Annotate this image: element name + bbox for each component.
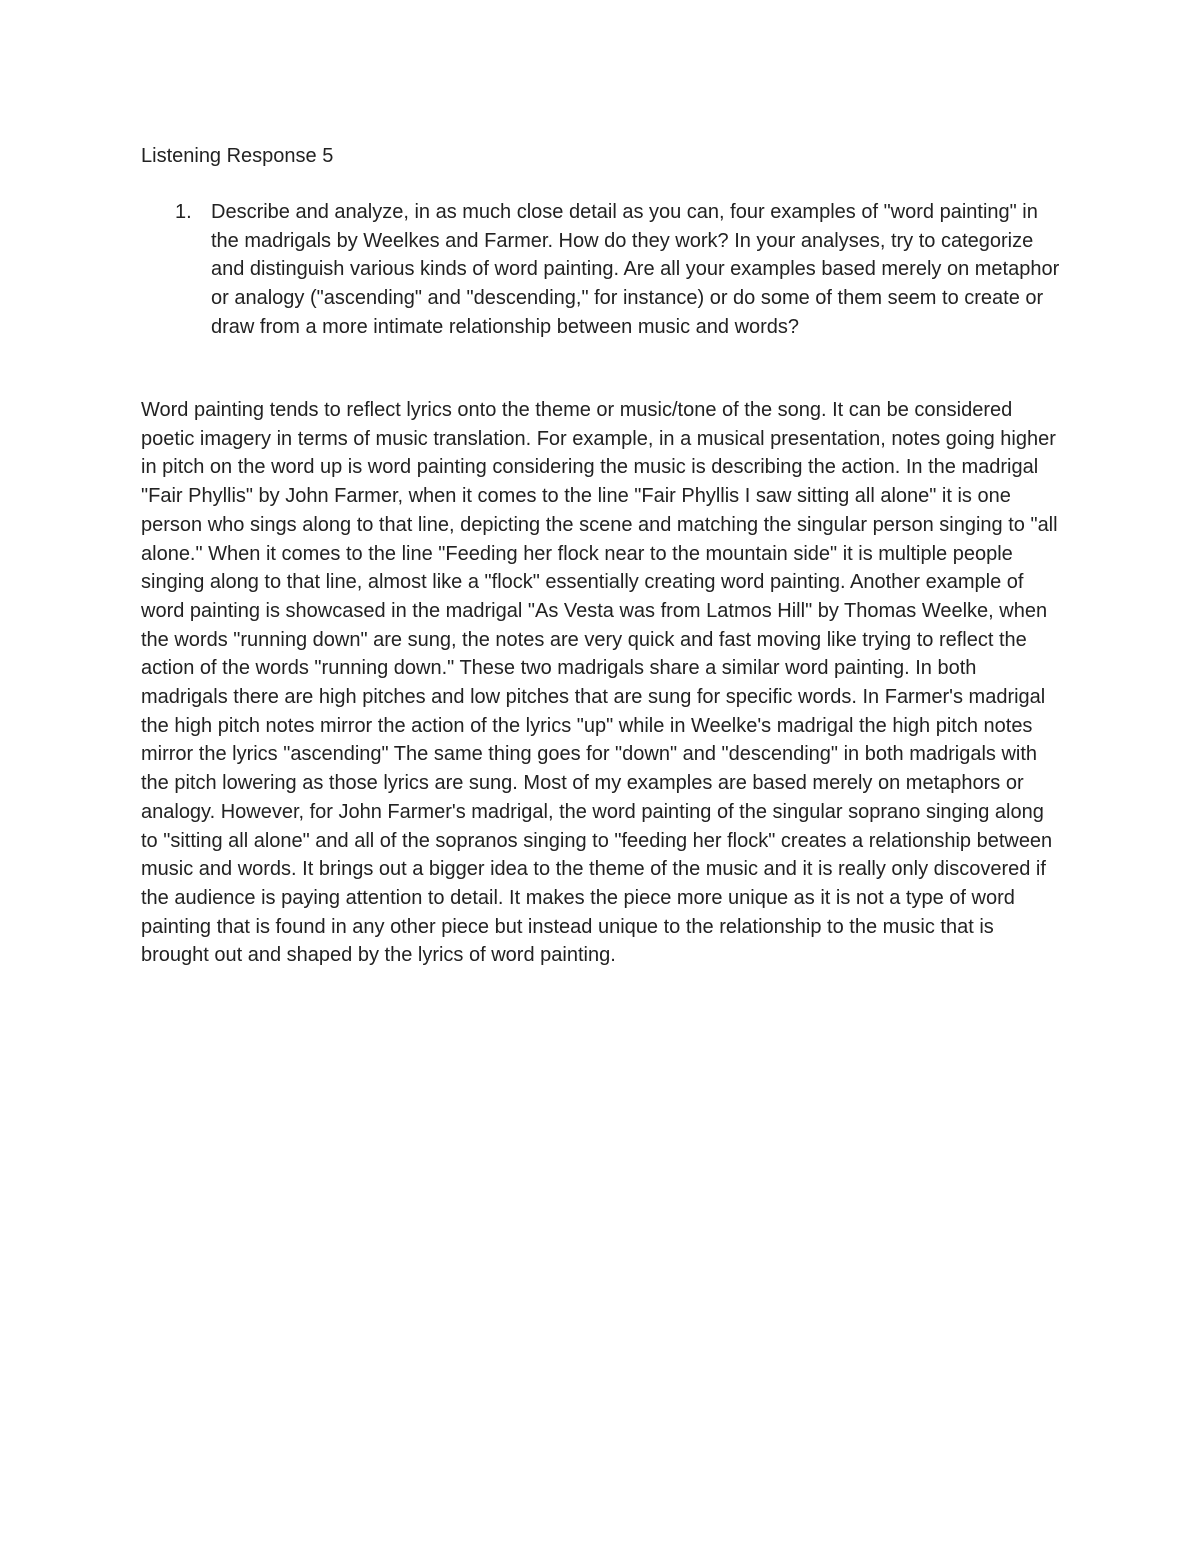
document-title: Listening Response 5 (141, 145, 334, 167)
question-text: Describe and analyze, in as much close detail as you can, four examples of "word painting" in the madrigals by Weelkes and Farmer. How do they work? In your analyses, try to categorize and distinguish various kinds of word painting. Are all your examples based merely on metaphor or analogy ("ascending" and "descending," for instance) or do some of them seem to create or draw from a more intimate relationship between music and words? (211, 201, 1060, 338)
question-number: 1. (175, 201, 192, 223)
question-list (141, 198, 1061, 342)
answer-paragraph: Word painting tends to reflect lyrics onto the theme or music/tone of the song. It can be considered poetic imagery in terms of music translation. For example, in a musical presentation, notes going higher in pitch on the word up is word painting considering the music is describing the action. In the madrigal "Fair Phyllis" by John Farmer, when it comes to the line "Fair Phyllis I saw sitting all alone" it is one person who sings along to that line, depicting the scene and matching the singular person singing to "all alone." When it comes to the line "Feeding her flock near to the mountain side" it is multiple people singing along to that line, almost like a "flock" essentially creating word painting. Another example of word painting is showcased in the madrigal "As Vesta was from Latmos Hill" by Thomas Weelke, when the words "running down" are sung, the notes are very quick and fast moving like trying to reflect the action of the words "running down." These two madrigals share a similar word painting. In both madrigals there are high pitches and low pitches that are sung for specific words. In Farmer's madrigal the high pitch notes mirror the action of the lyrics "up" while in Weelke's madrigal the high pitch notes mirror the lyrics "ascending" The same thing goes for "down" and "descending" in both madrigals with the pitch lowering as those lyrics are sung. Most of my examples are based merely on metaphors or analogy. However, for John Farmer's madrigal, the word painting of the singular soprano singing along to "sitting all alone" and all of the sopranos singing to "feeding her flock" creates a relationship between music and words. It brings out a bigger idea to the theme of the music and it is really only discovered if the audience is paying attention to detail. It makes the piece more unique as it is not a type of word painting that is found in any other piece but instead unique to the relationship to the music that is brought out and shaped by the lyrics of word painting. (141, 399, 1058, 967)
list-item (141, 198, 1061, 342)
